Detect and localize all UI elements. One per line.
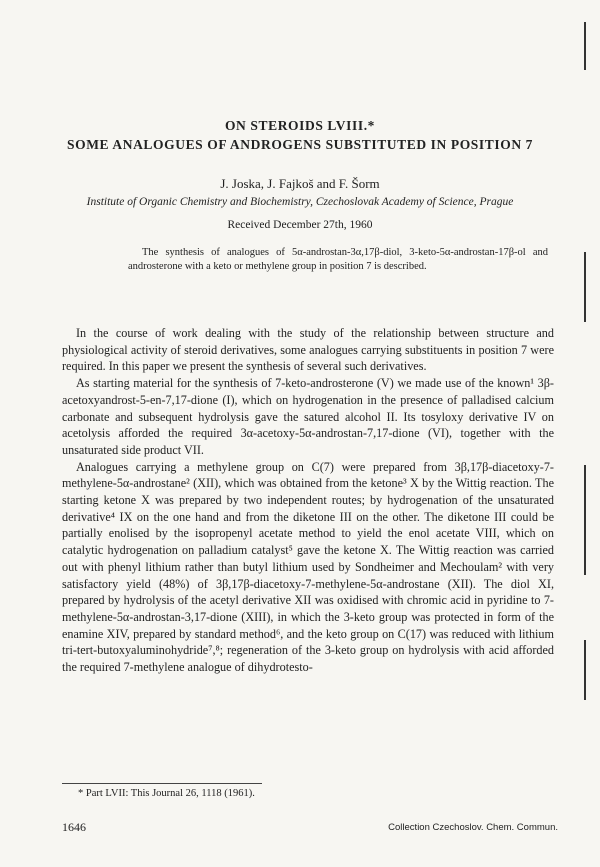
footnote-divider bbox=[62, 783, 262, 784]
paragraph-1: In the course of work dealing with the study of the relationship between structure and physiological activity of steroid derivatives, some analogues carrying substituents in position 7 were required. In this paper we present the synthesis of several such derivatives. bbox=[62, 326, 554, 374]
article-series-title: ON STEROIDS LVIII.* bbox=[224, 118, 376, 133]
scan-edge-mark bbox=[584, 465, 586, 575]
abstract-text: The synthesis of analogues of 5α-androstan-3α,17β-diol, 3-keto-5α-androstan-17β-ol and androsterone with a keto or methylene group in position 7 is described. bbox=[128, 247, 548, 272]
scan-edge-mark bbox=[584, 22, 586, 70]
paragraph-2: As starting material for the synthesis of 7-keto-androsterone (V) we made use of the known¹ 3β-acetoxyandrost-5-en-7,17-dione (I), which on hydrogenation in the presence of palladised calcium carbonate and subsequent hydrolysis gave the satured alcohol II. Its tosyloxy derivative IV on acetolysis afforded the required 3α-acetoxy-5α-androstan-7,17-dione (VI), together with the unsaturated side product VII. bbox=[62, 376, 554, 457]
page-number: 1646 bbox=[62, 820, 86, 834]
journal-name: Collection Czechoslov. Chem. Commun. bbox=[388, 822, 558, 833]
body-text bbox=[62, 325, 554, 676]
received-date: Received December 27th, 1960 bbox=[227, 219, 373, 231]
scan-edge-mark bbox=[584, 252, 586, 322]
affiliation: Institute of Organic Chemistry and Biochemistry, Czechoslovak Academy of Science, Prague bbox=[86, 196, 514, 208]
scan-edge-mark bbox=[584, 640, 586, 700]
article-title: SOME ANALOGUES OF ANDROGENS SUBSTITUTED IN POSITION 7 bbox=[66, 137, 534, 152]
authors: J. Joska, J. Fajkoš and F. Šorm bbox=[220, 176, 380, 191]
footnote: * Part LVII: This Journal 26, 1118 (1961). bbox=[78, 788, 255, 799]
paragraph-3: Analogues carrying a methylene group on C(7) were prepared from 3β,17β-diacetoxy-7-methylene-5α-androstane² (XII), which was obtained from the ketone³ X by the Wittig reaction. The starting ketone X was prepared by two independent routes; by hydrogenation of the unsaturated derivative⁴ IX on the one hand and from the diketone III on the other. The diketone III could be partially enolised by the isopropenyl acetate method to yield the enol acetate VIII, which on catalytic hydrogenation on palladium catalyst⁵ gave the ketone X. The Wittig reaction was carried out with phenyl lithium rather than butyl lithium used by Sondheimer and Mechoulam² with very satisfactory yield (48%) of 3β,17β-diacetoxy-7-methylene-5α-androstane (XII). The diol XI, prepared by hydrolysis of the acetyl derivative XII was oxidised with chromic acid in pyridine to 7-methylene-5α-androstan-3,17-dione (XIII), in which the 3-keto group was protected in form of the enamine XIV, prepared by standard method⁶, and the keto group on C(17) was reduced with lithium tri-tert-butoxyaluminohydride⁷,⁸; regeneration of the 3-keto group on hydrolysis with acid afforded the required 7-methylene analogue of dihydrotesto- bbox=[62, 459, 554, 675]
abstract bbox=[128, 246, 548, 274]
